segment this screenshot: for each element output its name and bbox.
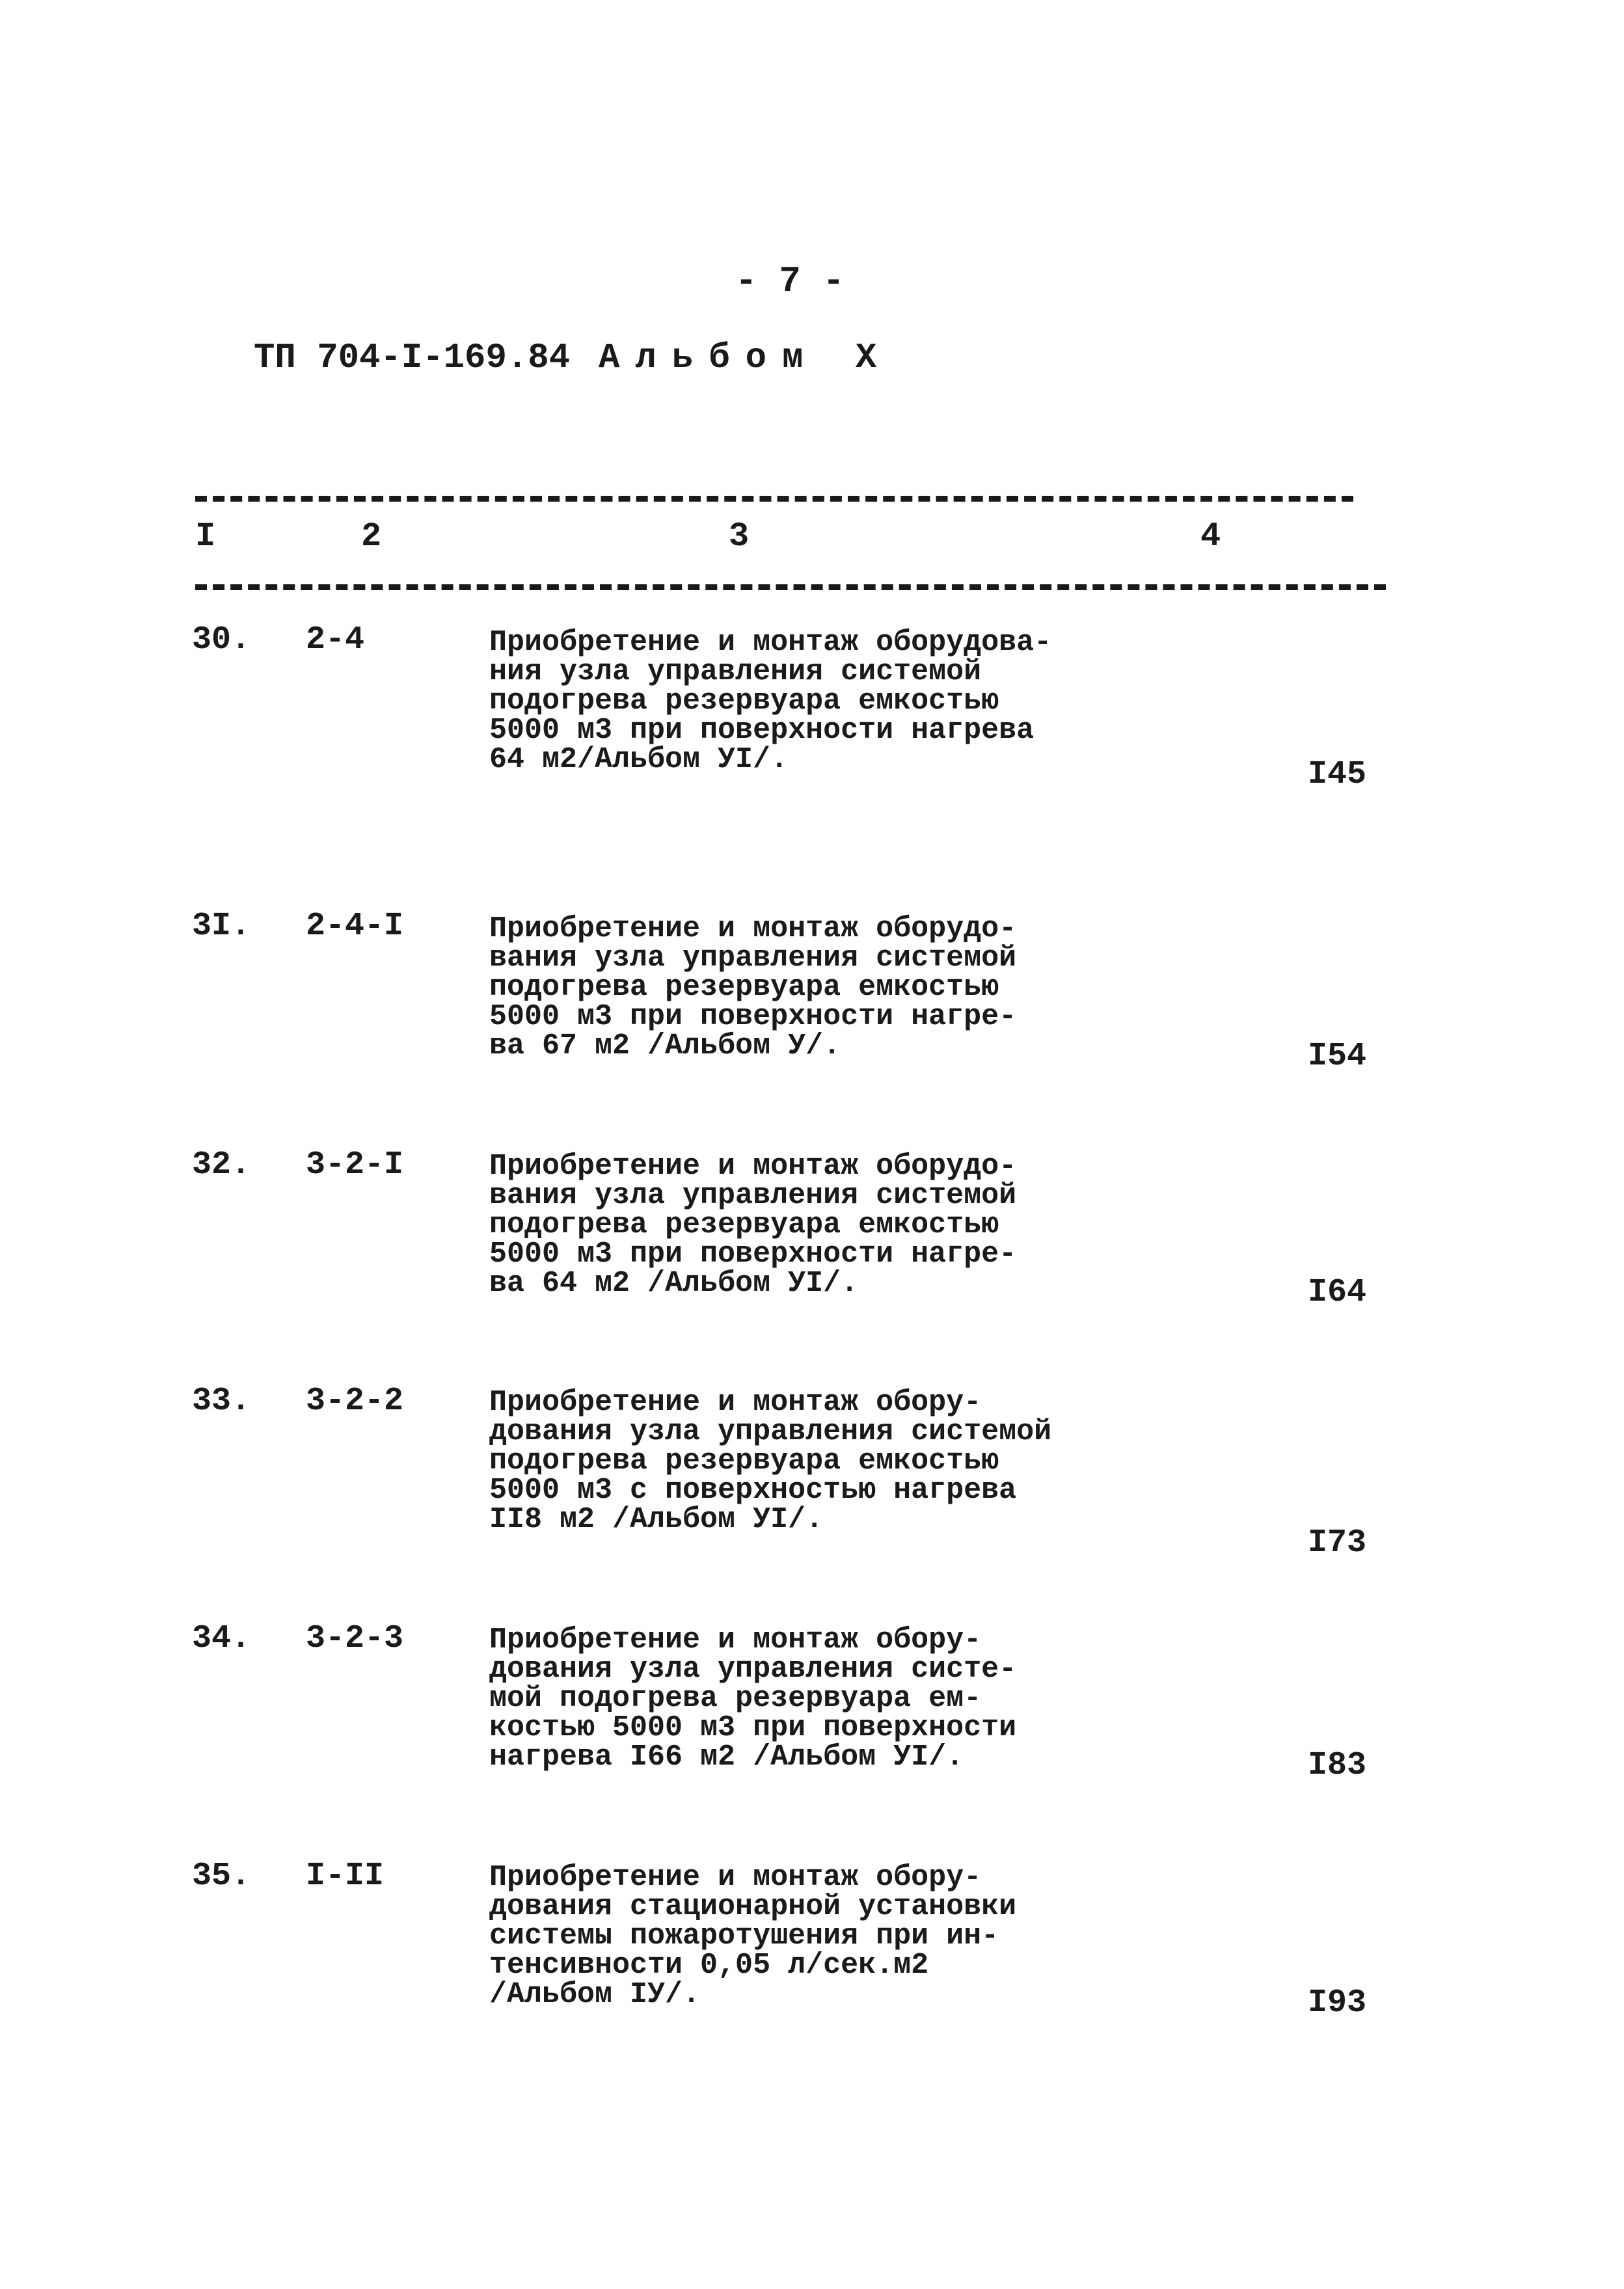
entry-code: 3-2-I	[306, 1146, 404, 1184]
entry-page: I73	[1308, 1524, 1367, 1562]
entry-number: 30.	[192, 621, 251, 658]
column-header-4: 4	[1200, 517, 1221, 556]
entry-page: I45	[1308, 756, 1367, 793]
table-header-rule	[195, 584, 1386, 590]
entry-code: 2-4	[306, 621, 365, 658]
entry-code: 3-2-2	[306, 1383, 404, 1420]
page-number: - 7 -	[735, 260, 845, 302]
column-header-3: 3	[729, 517, 750, 556]
entry-code: I-II	[306, 1858, 385, 1895]
entry-description: Приобретение и монтаж обору- дования узла управления системой подогрева резервуара емкостью 5000 м3 с поверхностью нагрева II8 м2 /Альбом УI/.	[489, 1386, 1052, 1536]
entry-page: I54	[1308, 1038, 1367, 1075]
entry-description: Приобретение и монтаж оборудо- вания узла управления системой подогрева резервуара емкостью 5000 м3 при поверхности нагре- ва 67 м2 /Альбом У/.	[489, 912, 1017, 1063]
entry-page: I83	[1308, 1747, 1367, 1784]
entry-number: 32.	[192, 1146, 251, 1184]
entry-number: 3I.	[192, 908, 251, 945]
entry-description: Приобретение и монтаж обору- дования узла управления систе- мой подогрева резервуара ем- костью 5000 м3 при поверхности нагрева I66 м2 /Альбом УI/.	[489, 1623, 1017, 1774]
column-header-2: 2	[361, 517, 382, 556]
column-header-1: I	[195, 517, 216, 556]
entry-page: I64	[1308, 1274, 1367, 1311]
entry-code: 3-2-3	[306, 1620, 404, 1657]
entry-number: 34.	[192, 1620, 251, 1657]
entry-description: Приобретение и монтаж обору- дования стационарной установки системы пожаротушения при ин- тенсивности 0,05 л/сек.м2 /Альбом IУ/.	[489, 1861, 1017, 2011]
entry-page: I93	[1308, 1984, 1367, 2022]
entry-number: 35.	[192, 1858, 251, 1895]
document-code: ТП 704-I-169.84	[254, 338, 571, 378]
table-top-rule	[195, 496, 1353, 502]
entry-description: Приобретение и монтаж оборудова- ния узла управления системой подогрева резервуара емкостью 5000 м3 при поверхности нагрева 64 м2/Альбом УI/.	[489, 626, 1052, 776]
entry-code: 2-4-I	[306, 908, 404, 945]
entry-number: 33.	[192, 1383, 251, 1420]
album-label: Альбом X	[599, 338, 893, 378]
entry-description: Приобретение и монтаж оборудо- вания узла управления системой подогрева резервуара емкостью 5000 м3 при поверхности нагре- ва 64 м2 /Альбом УI/.	[489, 1150, 1017, 1300]
